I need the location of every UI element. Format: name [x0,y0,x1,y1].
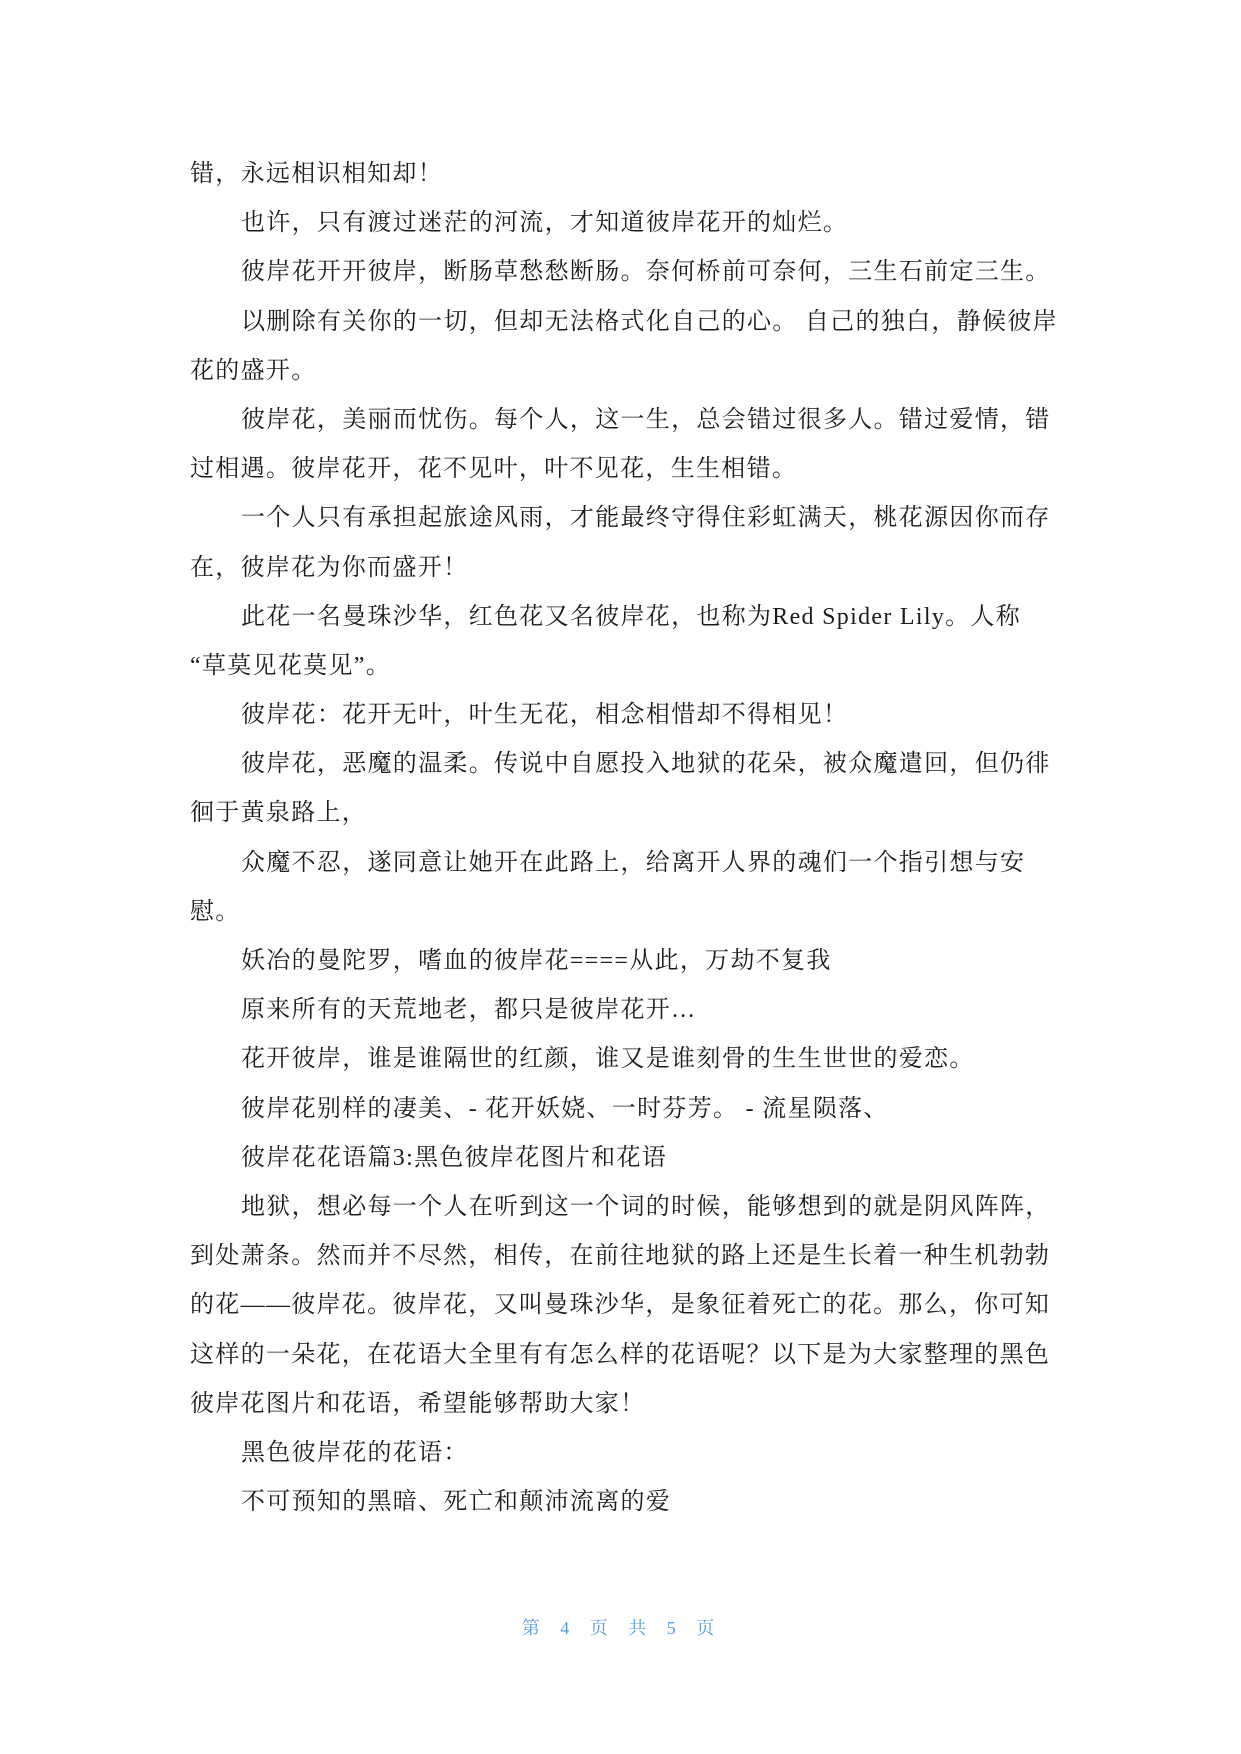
text-line: 黑色彼岸花的花语： [241,1439,469,1466]
text-line: 在，彼岸花为你而盛开！ [190,554,469,581]
text-line: 以删除有关你的一切，但却无法格式化自己的心。 自己的独白，静候彼岸 [241,308,1058,335]
text-line: 原来所有的天荒地老，都只是彼岸花开… [241,997,697,1024]
text-line: 妖冶的曼陀罗，嗜血的彼岸花====从此，万劫不复我 [241,948,832,974]
text-line: 错，永远相识相知却！ [190,161,443,187]
paragraph [190,1429,1090,1478]
text-line: 的花——彼岸花。彼岸花，又叫曼珠沙华，是象征着死亡的花。那么，你可知 [190,1292,1051,1319]
text-line: 彼岸花花语篇3:黑色彼岸花图片和花语 [241,1144,668,1171]
document-body [190,150,1090,1527]
paragraph [190,150,1090,199]
text-line: 过相遇。彼岸花开，花不见叶，叶不见花，生生相错。 [190,456,798,483]
paragraph [190,1085,1090,1134]
text-line: 彼岸花，美丽而忧伤。每个人，这一生，总会错过很多人。错过爱情，错 [241,406,1051,433]
text-line: 彼岸花开开彼岸，断肠草愁愁断肠。奈何桥前可奈何，三生石前定三生。 [241,259,1051,286]
paragraph [190,1478,1090,1527]
text-line: 到处萧条。然而并不尽然，相传，在前往地狱的路上还是生长着一种生机勃勃 [190,1243,1051,1270]
paragraph [190,298,1090,396]
paragraph [190,494,1090,592]
text-line: 此花一名曼珠沙华，红色花又名彼岸花，也称为Red Spider Lily。人称 [241,603,1022,630]
text-line: 众魔不忍，遂同意让她开在此路上，给离开人界的魂们一个指引想与安 [241,849,1026,876]
text-line: 彼岸花别样的凄美、- 花开妖娆、一时芬芳。 - 流星陨落、 [241,1095,889,1122]
text-line: 也许，只有渡过迷茫的河流，才知道彼岸花开的灿烂。 [241,210,849,237]
text-line: 彼岸花：花开无叶，叶生无花，相念相惜却不得相见！ [241,702,849,729]
text-line: 花的盛开。 [190,357,317,384]
text-line: 徊于黄泉路上， [190,800,368,827]
paragraph [190,199,1090,248]
paragraph [190,839,1090,937]
text-line: 花开彼岸，谁是谁隔世的红颜，谁又是谁刻骨的生生世世的爱恋。 [241,1046,975,1073]
text-line: 慰。 [190,898,241,925]
paragraph [190,1035,1090,1084]
page-number-footer: 第 4 页 共 5 页 [521,1618,720,1638]
paragraph [190,593,1090,691]
text-line: 这样的一朵花，在花语大全里有有怎么样的花语呢？以下是为大家整理的黑色 [190,1341,1051,1368]
text-line: 一个人只有承担起旅途风雨，才能最终守得住彩虹满天，桃花源因你而存 [241,505,1051,532]
text-line: 地狱，想必每一个人在听到这一个词的时候，能够想到的就是阴风阵阵， [241,1193,1051,1220]
section-heading [190,1134,1090,1183]
text-line: “草莫见花莫见”。 [190,652,392,679]
text-line: 不可预知的黑暗、死亡和颠沛流离的爱 [241,1489,672,1516]
paragraph [190,691,1090,740]
paragraph [190,396,1090,494]
paragraph [190,1183,1090,1429]
paragraph [190,986,1090,1035]
paragraph [190,248,1090,297]
paragraph [190,937,1090,986]
paragraph [190,740,1090,838]
text-line: 彼岸花图片和花语，希望能够帮助大家！ [190,1390,646,1417]
text-line: 彼岸花，恶魔的温柔。传说中自愿投入地狱的花朵，被众魔遣回，但仍徘 [241,751,1051,778]
